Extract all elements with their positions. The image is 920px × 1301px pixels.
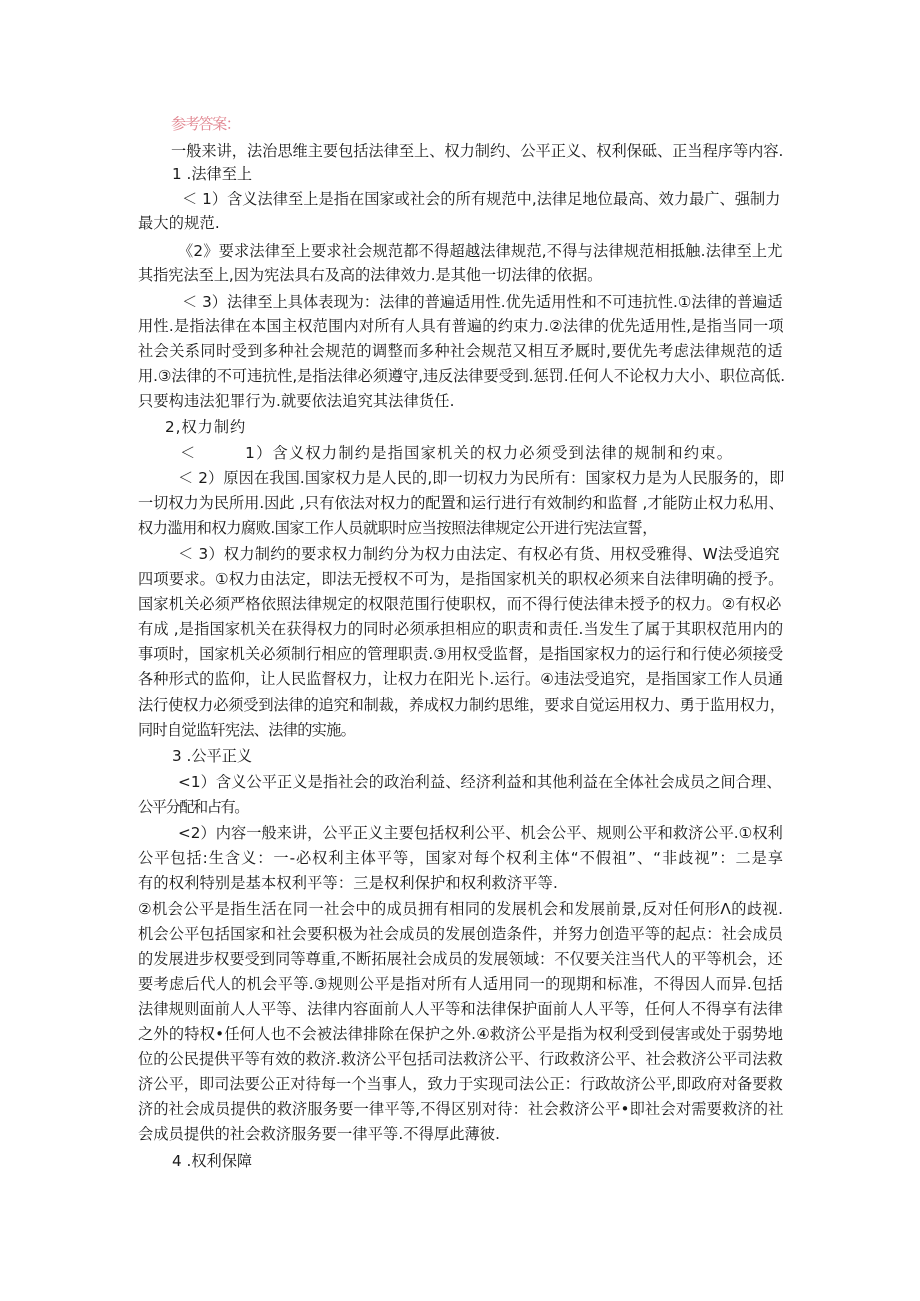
text-line: 社会关系同时受到多种社会规范的调整而多种社会规范又相互矛厩时,要优先考虑法律规范的适 xyxy=(138,342,783,360)
text-line: 一切权力为民所用.因此 ,只有依法对权力的配置和运行进行有效制约和监督 ,才能防止权力私用、 xyxy=(138,494,784,512)
text-line: 济的社会成员提供的救济服务要一律平等,不得区别对待：社会救济公平•即社会对需要救济的社 xyxy=(138,1100,784,1118)
text-line: 有成 ,是指国家机关在获得权力的同时必须承担相应的职责和责任.当发生了属于其职权范用内的 xyxy=(138,620,784,638)
text-line: ＜ 3）法律至上具体表现为：法律的普遍适用性.优先适用性和不可违抗性.①法律的普遍适 xyxy=(182,293,783,311)
text-line: 最大的规范. xyxy=(138,214,220,232)
section-heading: 4 .权利保障 xyxy=(172,1152,253,1170)
section-heading: 1 .法律至上 xyxy=(172,165,253,183)
text-line: 一般来讲，法治思维主要包括法律至上、权力制约、公平正义、权利保砥、正当程序等内容. xyxy=(171,142,784,160)
text-line: 其指宪法至上,因为宪法具右及高的法律效力.是其他一切法律的依据。 xyxy=(138,266,603,284)
text-line: 之外的特权•任何人也不会被法律排除在保护之外.④救济公平是指为权利受到侵害或处于弱势地 xyxy=(138,1025,784,1043)
text-line: ＜ 1）含义权力制约是指国家机关的权力必须受到法律的规制和约束。 xyxy=(180,444,734,462)
text-line: 法行使权力必须受到法律的追究和制裁，养成权力制约思维，要求自觉运用权力、勇于监用权力， xyxy=(138,696,785,714)
text-line: 会成员提供的社会救济服务要一律平等.不得厚此薄彼. xyxy=(138,1125,501,1143)
text-line: <1）含义公平正义是指社会的政治利益、经济利益和其他利益在全体社会成员之间合理、 xyxy=(178,773,782,791)
text-line: 用性.是指法律在本国主权范围内对所有人具有普遍的约束力.②法律的优先适用性,是指当同一项 xyxy=(138,317,784,335)
text-line: <2）内容一般来讲，公平正义主要包括权利公平、机会公平、规则公平和救济公平.①权利 xyxy=(178,824,783,842)
text-line: 国家机关必须严格依照法律规定的权限范围行使职权，而不得行使法律未授予的权力。②有权必 xyxy=(138,595,782,613)
text-line: 济公平，即司法要公正对待每一个当事人，致力于实现司法公正：行政故济公平,即政府对备要救 xyxy=(138,1075,783,1093)
text-line: 位的公民提供平等有效的救济.救济公平包括司法救济公平、行政救济公平、社会救济公平司法救 xyxy=(138,1050,783,1068)
section-heading: 2,权力制约 xyxy=(165,418,247,436)
text-line: ②机会公平是指生活在同一社会中的成员拥有相同的发展机会和发展前景,反对任何形Λ的歧视. xyxy=(138,900,784,918)
text-line: 有的权利特别是基本权利平等：三是权利保护和权利救济平等. xyxy=(138,874,559,892)
text-line: 法律规则面前人人平等、法律内容面前人人平等和法律保护面前人人平等，任何人不得享有法律 xyxy=(138,1000,784,1018)
text-line: 权力滥用和权力腐败.国家工作人员就职时应当按照法律规定公开进行宪法宣誓， xyxy=(138,519,657,537)
text-line: ＜ 3）权力制约的要求权力制约分为权力由法定、有权必有货、用权受雅得、W法受追究 xyxy=(178,545,780,563)
text-line: 要考虑后代人的机会平等.③规则公平是指对所有人适用同一的现期和标准，不得因人而异.包括 xyxy=(138,975,784,993)
text-line: 事项时，国家机关必须制行相应的管理职责.③用权受监督，是指国家权力的运行和行使必须接受 xyxy=(138,645,784,663)
text-line: 公平包括:生含义：一-必权利主体平等，国家对每个权利主体“不假祖”、“非歧视”：二是享 xyxy=(138,849,784,867)
section-heading: 3 .公平正义 xyxy=(172,747,253,765)
text-line: 各种形式的监仰，让人民监督权力，让权力在阳光卜.运行。④违法受追究，是指国家工作人员通 xyxy=(138,670,784,688)
text-line: 的发展进步权要受到同等尊重,不断拓展社会成员的发展领域：不仅要关注当代人的平等机会，还 xyxy=(138,950,783,968)
text-line: 机会公平包括国家和社会要积极为社会成员的发展创造条件，并努力创造平等的起点：社会成员 xyxy=(138,925,784,943)
text-line: ＜ 2）原因在我国.国家权力是人民的,即一切权力为民所有：国家权力是为人民服务的，即 xyxy=(178,469,785,487)
text-line: 公平分配和占有。 xyxy=(138,798,249,816)
text-line: 《2》要求法律至上要求社会规范都不得超越法律规范,不得与法律规范相抵触.法律至上尤 xyxy=(178,242,783,260)
text-line: 四项要求。①权力由法定，即法无授权不可为，是指国家机关的职权必须来自法律明确的授予。 xyxy=(138,570,784,588)
text-line: 用.③法律的不可违抗性,是指法律必须遵守,违反法律要受到.惩罚.任何人不论权力大小、职位高低. xyxy=(138,367,786,385)
text-line: ＜ 1）含义法律至上是指在国家或社会的所有规范中,法律足地位最高、效力最广、强制力 xyxy=(182,190,781,208)
text-line: 同时自觉监轩宪法、法律的实施。 xyxy=(138,721,356,739)
answer-label: 参考答案： xyxy=(171,115,240,133)
text-line: 只要构违法犯罪行为.就要依法追究其法律货任. xyxy=(138,392,455,410)
